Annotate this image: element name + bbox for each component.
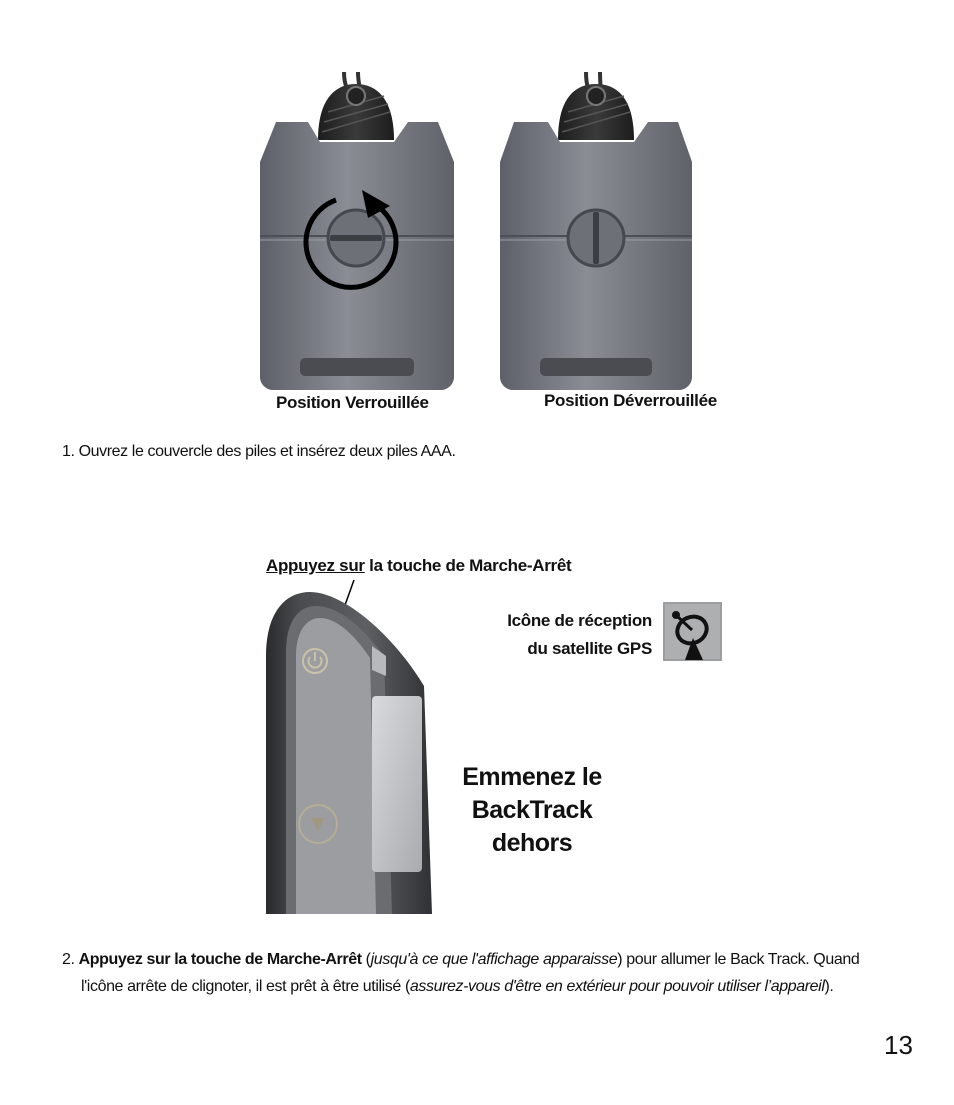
page-number: 13: [884, 1030, 913, 1060]
locked-caption: Position Verrouillée: [276, 393, 429, 412]
step-2-text-a: (: [361, 951, 371, 968]
backtrack-device-image: [264, 586, 436, 914]
step-2-text-b: ) pour allumer le Back Track. Quand: [617, 951, 860, 968]
step-2-italic-a: jusqu'à ce que l'affichage apparaisse: [370, 951, 618, 968]
step-2-line1: [62, 946, 912, 973]
callout-rest: la touche de Marche-Arrêt: [364, 556, 572, 575]
outside-line2: BackTrack: [471, 796, 593, 824]
step-2-bold: Appuyez sur la touche de Marche-Arrêt: [78, 951, 362, 968]
gps-label-line2: du satellite GPS: [527, 639, 652, 658]
unlocked-caption: Position Déverrouillée: [544, 391, 717, 410]
take-outside-text: [462, 761, 602, 860]
callout-underlined: Appuyez sur: [266, 556, 365, 575]
step-2-italic-b: assurez-vous d'être en extérieur pour pouvoir utiliser l’appareil: [409, 978, 825, 995]
rotate-arrow-icon: [300, 186, 410, 294]
navigation-icon[interactable]: [296, 802, 340, 846]
step-2-line2: [62, 973, 912, 1000]
step-2-line2-a: l'icône arrête de clignoter, il est prêt à être utilisé (: [81, 978, 410, 995]
step-2-text: [62, 946, 912, 1000]
gps-icon-label: [507, 607, 652, 663]
satellite-dish-icon: [663, 602, 722, 661]
power-button-callout: [266, 556, 571, 576]
battery-cover-unlocked-image: [498, 72, 694, 390]
outside-line3: dehors: [491, 829, 573, 857]
step-2-line2-b: ).: [824, 978, 834, 995]
step-1-text: 1. Ouvrez le couvercle des piles et insérez deux piles AAA.: [62, 443, 456, 460]
step-2-number: 2.: [62, 951, 79, 968]
power-icon[interactable]: [300, 646, 330, 676]
gps-label-line1: Icône de réception: [507, 611, 652, 630]
outside-line1: Emmenez le: [462, 763, 602, 791]
